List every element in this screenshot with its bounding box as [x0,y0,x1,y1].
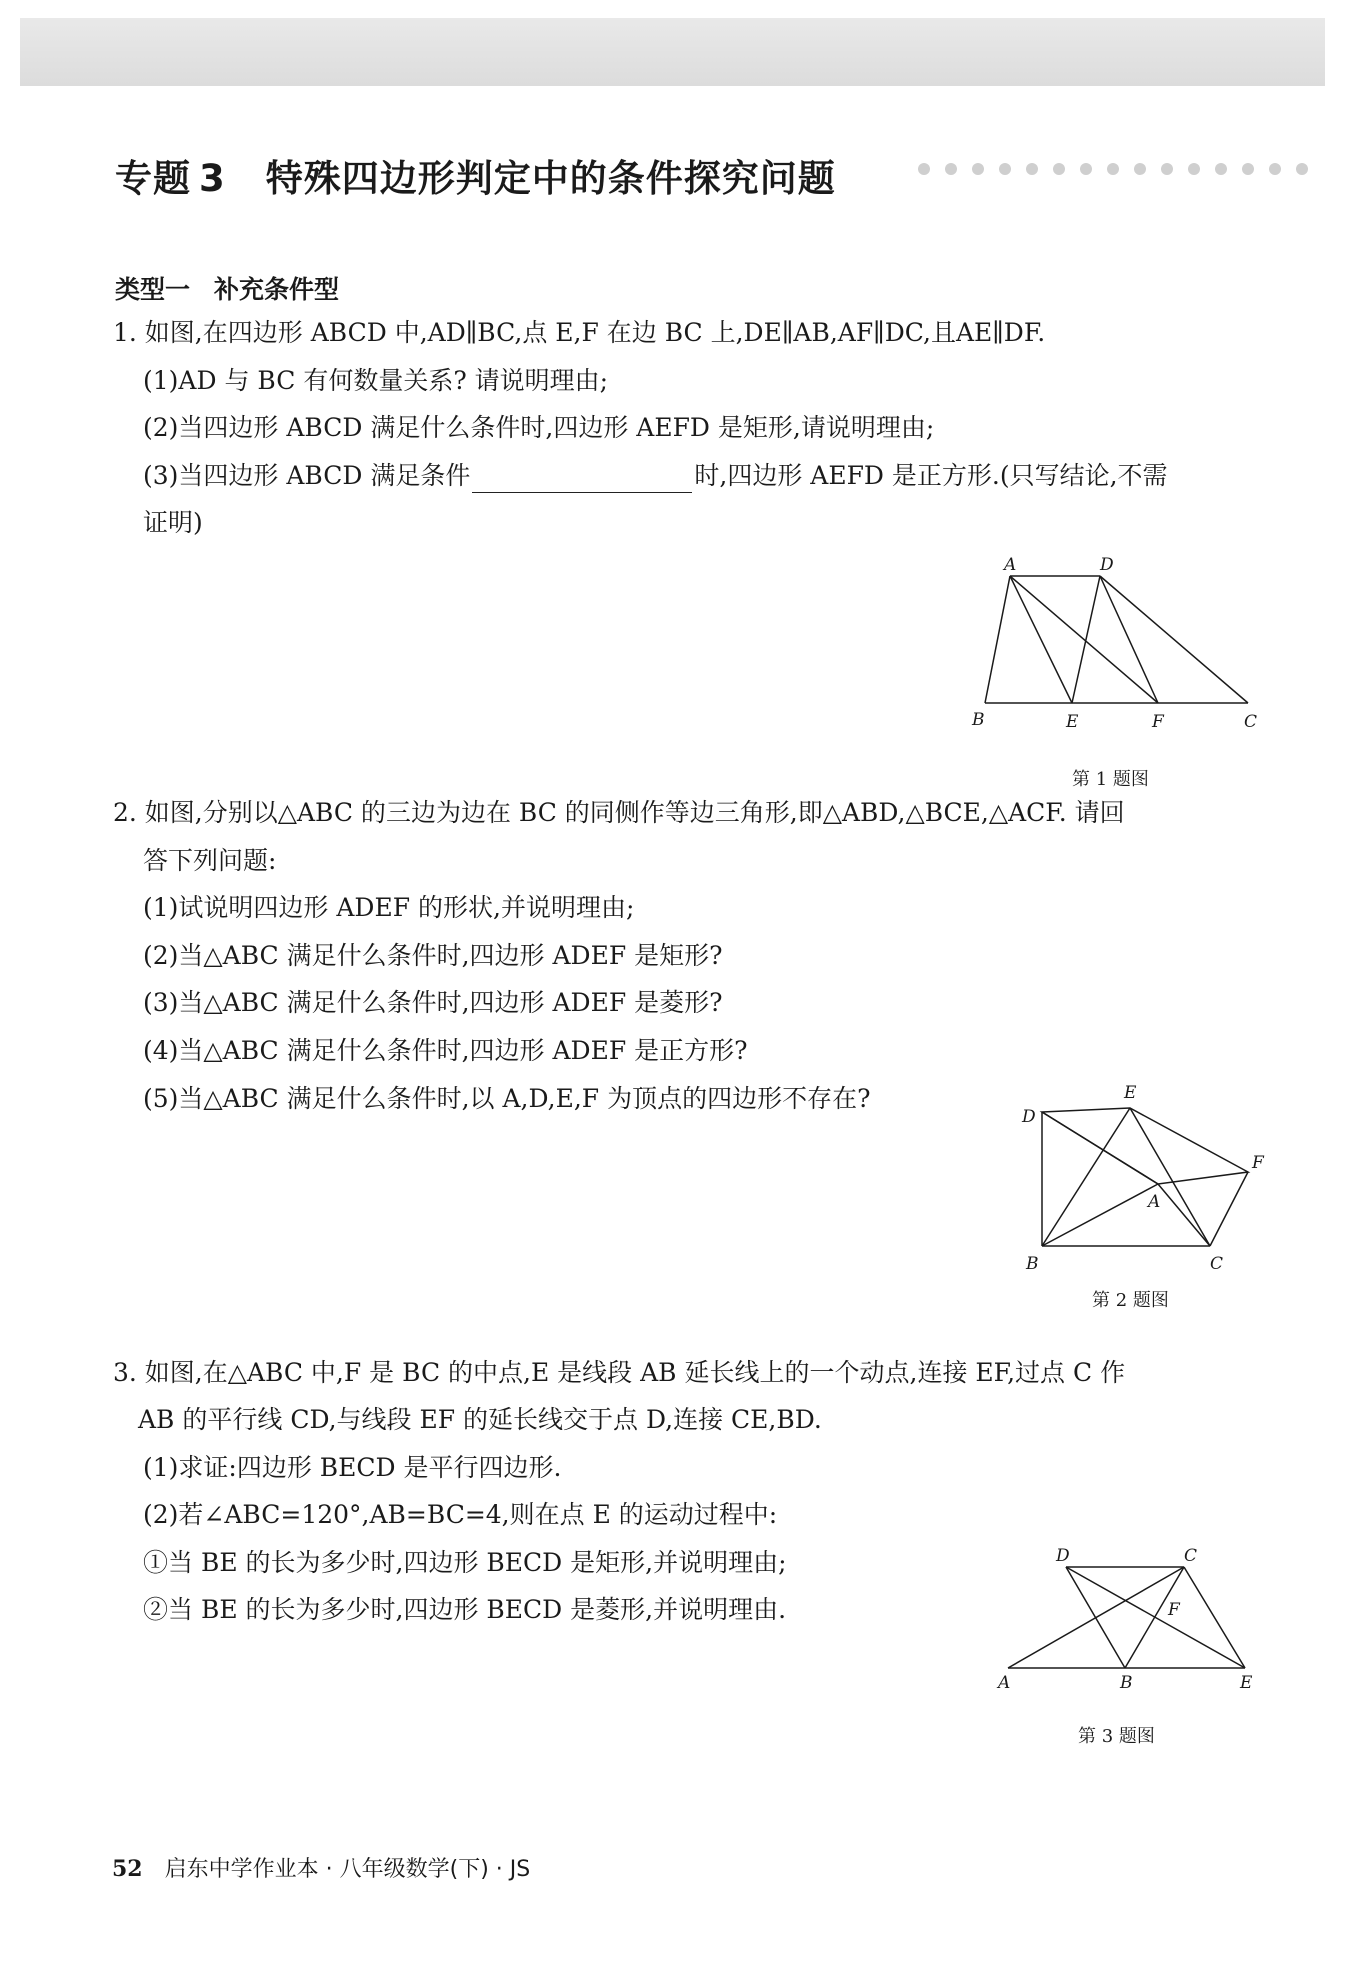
q2-part3: (3)当△ABC 满足什么条件时,四边形 ADEF 是菱形? [143,988,723,1017]
label-C: C [1184,1546,1198,1566]
q2-part1: (1)试说明四边形 ADEF 的形状,并说明理由; [143,893,635,922]
q1-part1: (1)AD 与 BC 有何数量关系? 请说明理由; [143,366,609,395]
title-dots [918,163,1308,175]
q3-figure [990,1535,1270,1695]
topic-title: 特殊四边形判定中的条件探究问题 [265,157,836,200]
q3-part1: (1)求证:四边形 BECD 是平行四边形. [143,1453,562,1482]
q2-stem-cont: 答下列问题: [143,846,277,875]
q2-part2: (2)当△ABC 满足什么条件时,四边形 ADEF 是矩形? [143,941,723,970]
q1-part3-cont: 证明) [143,508,203,537]
label-A: A [1148,1192,1161,1212]
q3-stem-cont: AB 的平行线 CD,与线段 EF 的延长线交于点 D,连接 CE,BD. [138,1405,822,1434]
label-F: F [1152,712,1164,732]
label-D: D [1022,1107,1036,1127]
label-C: C [1210,1254,1224,1274]
q3-caption: 第 3 题图 [1078,1726,1155,1747]
label-C: C [1244,712,1258,732]
label-F: F [1252,1153,1264,1173]
label-E: E [1066,712,1079,732]
section-name: 补充条件型 [214,275,340,304]
section-label: 类型一 [115,275,191,304]
book-title: 启东中学作业本 · 八年级数学(下) · JS [164,1857,531,1882]
header-band [20,18,1325,86]
q2-part4: (4)当△ABC 满足什么条件时,四边形 ADEF 是正方形? [143,1036,748,1065]
label-B: B [1120,1673,1133,1693]
label-E: E [1124,1083,1137,1103]
answer-blank[interactable] [472,466,692,493]
label-B: B [1026,1254,1039,1274]
page-number: 52 [112,1856,143,1882]
q2-part5: (5)当△ABC 满足什么条件时,以 A,D,E,F 为顶点的四边形不存在? [143,1084,871,1113]
topic-number: 3 [199,157,226,200]
q3-part2a: ①当 BE 的长为多少时,四边形 BECD 是矩形,并说明理由; [143,1548,787,1577]
page-title [115,148,836,202]
q1-part2: (2)当四边形 ABCD 满足什么条件时,四边形 AEFD 是矩形,请说明理由; [143,413,935,442]
label-D: D [1056,1546,1070,1566]
q3-part2: (2)若∠ABC=120°,AB=BC=4,则在点 E 的运动过程中: [143,1500,778,1529]
q2-caption: 第 2 题图 [1092,1290,1169,1311]
q1-caption: 第 1 题图 [1072,769,1149,790]
q3-part2b: ②当 BE 的长为多少时,四边形 BECD 是菱形,并说明理由. [143,1595,787,1624]
q1-figure [960,550,1260,750]
page-footer [112,1852,530,1883]
q1-stem: 1. 如图,在四边形 ABCD 中,AD∥BC,点 E,F 在边 BC 上,DE∥AB,AF∥DC,且AE∥DF. [113,318,1046,347]
label-D: D [1100,555,1114,575]
label-A: A [1004,555,1017,575]
label-A: A [998,1673,1011,1693]
q1-part3-after: 时,四边形 AEFD 是正方形.(只写结论,不需 [694,461,1168,490]
label-B: B [972,710,985,730]
topic-label: 专题 [115,157,191,200]
label-F: F [1168,1600,1180,1620]
label-E: E [1240,1673,1253,1693]
q1-part3 [143,459,1168,493]
section-heading [115,270,339,306]
q1-part3-before: (3)当四边形 ABCD 满足条件 [143,461,471,490]
q2-stem: 2. 如图,分别以△ABC 的三边为边在 BC 的同侧作等边三角形,即△ABD,△BCE,△ACF. 请回 [113,798,1125,827]
q2-figure [1010,1080,1280,1280]
q3-stem: 3. 如图,在△ABC 中,F 是 BC 的中点,E 是线段 AB 延长线上的一个动点,连接 EF,过点 C 作 [113,1358,1126,1387]
